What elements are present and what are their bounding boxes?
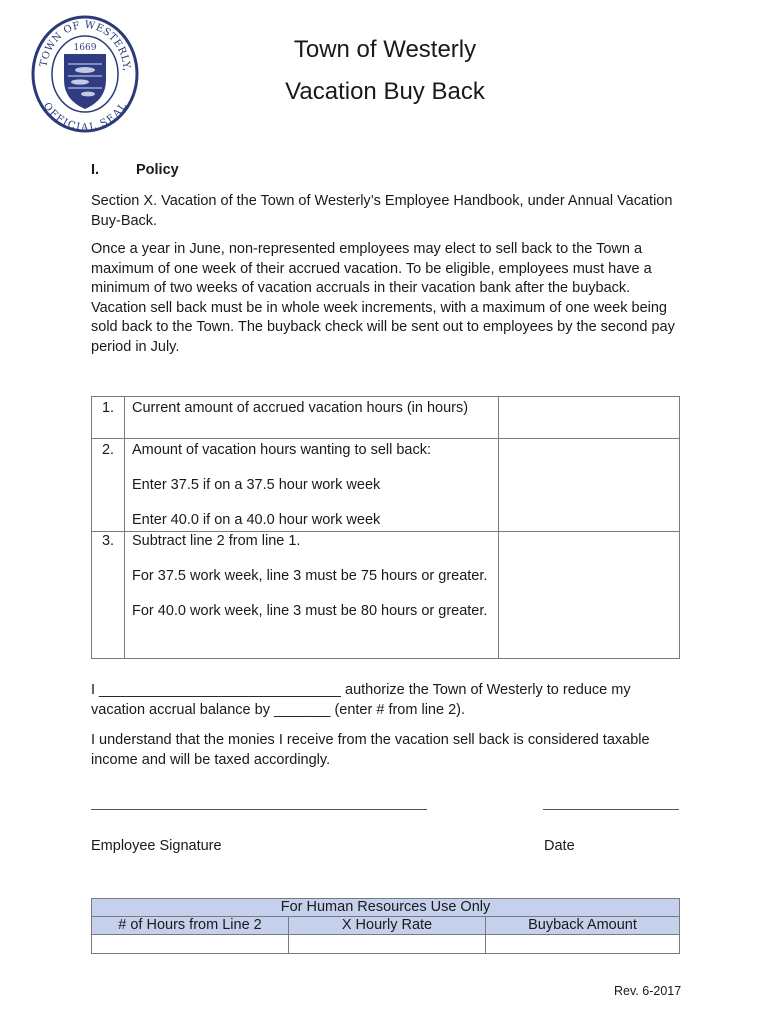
employee-signature-line[interactable] [91, 809, 427, 810]
hourly-rate-entry-cell[interactable] [289, 935, 486, 954]
sell-back-hours-input-cell[interactable] [499, 439, 680, 532]
hours-entry-cell[interactable] [92, 935, 289, 954]
remaining-hours-input-cell[interactable] [499, 532, 680, 659]
section-title: Policy [136, 162, 179, 178]
section-number: I. [91, 162, 100, 178]
svg-text:THE TOWN OF WESTERLY, R.I.: TOWN OF WESTERLY, [38, 19, 132, 72]
row-description [125, 397, 499, 439]
employee-signature-label: Employee Signature [91, 838, 222, 854]
row-text: For 37.5 work week, line 3 must be 75 hours or greater. [132, 568, 488, 584]
vacation-form-table [91, 396, 680, 659]
row-description [125, 532, 499, 659]
document-title: Town of Westerly [293, 36, 477, 63]
row-text: For 40.0 work week, line 3 must be 80 hours or greater. [132, 603, 488, 619]
buyback-amount-entry-cell[interactable] [486, 935, 680, 954]
svg-text:OFFICIAL SEAL: OFFICIAL SEAL [40, 100, 130, 134]
document-subtitle: Vacation Buy Back [285, 78, 485, 105]
row-number: 1. [92, 397, 125, 439]
row-text: Enter 37.5 if on a 37.5 hour work week [132, 477, 381, 493]
town-seal [30, 14, 140, 134]
row-number: 3. [92, 532, 125, 659]
table-row [92, 532, 680, 659]
policy-paragraph-1: Section X. Vacation of the Town of Westerly’s Employee Handbook, under Annual Vacation Buy-Back. [91, 193, 673, 229]
svg-text:1669: 1669 [73, 43, 97, 53]
revision-label: Rev. 6-2017 [614, 984, 682, 998]
hr-header-row [92, 917, 680, 935]
column-header-buyback-amount: Buyback Amount [486, 917, 680, 935]
hr-use-table [91, 898, 680, 954]
hr-title: For Human Resources Use Only [92, 899, 680, 917]
row-text: Current amount of accrued vacation hours (in hours) [132, 400, 469, 416]
authorization-statement: I ______________________________ authorize the Town of Westerly to reduce my vacation accrual balance by _______ (enter # from line 2). [91, 682, 631, 718]
column-header-hours: # of Hours from Line 2 [92, 917, 289, 935]
accrued-hours-input-cell[interactable] [499, 397, 680, 439]
row-text: Subtract line 2 from line 1. [132, 533, 301, 549]
table-row [92, 397, 680, 439]
hr-entry-row [92, 935, 680, 954]
date-line[interactable] [543, 809, 679, 810]
date-label: Date [544, 838, 575, 854]
row-text: Enter 40.0 if on a 40.0 hour work week [132, 512, 381, 528]
hr-title-row [92, 899, 680, 917]
column-header-hourly-rate: X Hourly Rate [289, 917, 486, 935]
table-row [92, 439, 680, 532]
policy-paragraph-2: Once a year in June, non-represented employees may elect to sell back to the Town a maximum of one week of their accrued vacation. To be eligible, employees must have a minimum of two weeks of vacation accruals in their vacation bank after the buyback. Vacation sell back must be in whole week increments, with a maximum of one week being sold back to the Town. The buyback check will be sent out to employees by the second pay period in July. [91, 241, 675, 355]
row-number: 2. [92, 439, 125, 532]
taxable-statement: I understand that the monies I receive from the vacation sell back is considered taxable income and will be taxed accordingly. [91, 732, 650, 768]
row-text: Amount of vacation hours wanting to sell back: [132, 442, 432, 458]
row-description [125, 439, 499, 532]
